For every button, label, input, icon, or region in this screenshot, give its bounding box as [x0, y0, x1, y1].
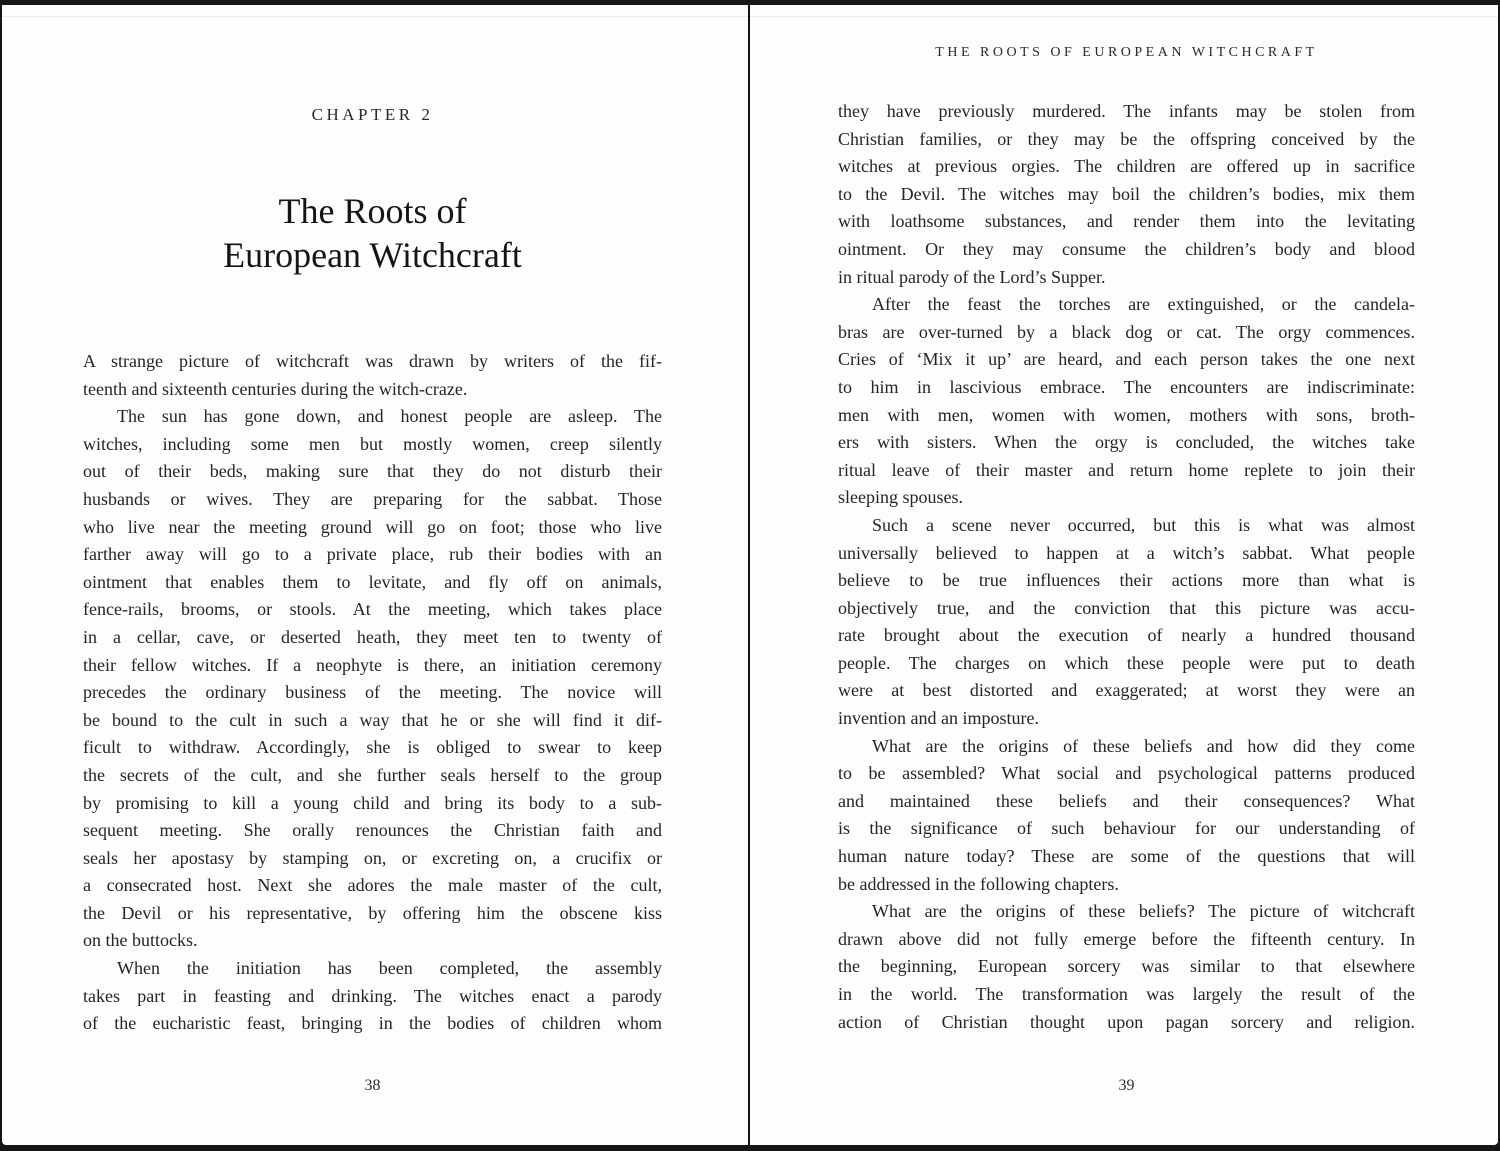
text-line: fence-rails, brooms, or stools. At the meeting, which takes place: [83, 599, 662, 620]
text-line: in a cellar, cave, or deserted heath, they meet ten to twenty of: [83, 626, 662, 647]
text-line: ointment that enables them to levitate, and fly off on animals,: [83, 571, 662, 592]
text-line: in the world. The transformation was largely the result of the: [838, 984, 1415, 1004]
text-line: the Devil or his representative, by offering him the obscene kiss: [83, 902, 662, 923]
text-line: and maintained these beliefs and their consequences? What: [838, 790, 1415, 811]
text-line: objectively true, and the conviction that this picture was accu-: [838, 597, 1415, 618]
text-line: witches, including some men but mostly women, creep silently: [83, 433, 662, 454]
text-line: the secrets of the cult, and she further seals herself to the group: [83, 764, 662, 785]
text-line: were at best distorted and exaggerated; at worst they were an: [838, 680, 1415, 701]
text-line: The sun has gone down, and honest people are asleep. The: [117, 406, 662, 427]
text-line: human nature today? These are some of the questions that will: [838, 846, 1415, 867]
text-line: by promising to kill a young child and bring its body to a sub-: [83, 792, 662, 813]
text-line: farther away will go to a private place, rub their bodies with an: [83, 544, 662, 565]
text-line: ritual leave of their master and return home replete to join their: [838, 459, 1415, 480]
text-line: What are the origins of these beliefs? The picture of witchcraft: [872, 901, 1415, 922]
text-line: precedes the ordinary business of the meeting. The novice will: [83, 682, 662, 703]
text-line: to the Devil. The witches may boil the children’s bodies, mix them: [838, 183, 1415, 204]
text-line: on the buttocks.: [83, 930, 198, 951]
text-line: men with men, women with women, mothers with sons, broth-: [838, 404, 1415, 425]
text-line: ointment. Or they may consume the children’s body and blood: [838, 238, 1415, 259]
text-line: action of Christian thought upon pagan sorcery and religion.: [838, 1011, 1415, 1032]
text-line: they have previously murdered. The infants may be stolen from: [838, 101, 1415, 121]
text-line: believe to be true influences their actions more than what is: [838, 570, 1415, 591]
text-line: bras are over-turned by a black dog or cat. The orgy commences.: [838, 321, 1415, 342]
book-spread: [2, 5, 1498, 1145]
text-line: people. The charges on which these people were put to death: [838, 652, 1415, 673]
text-line: of the eucharistic feast, bringing in the bodies of children whom: [83, 1013, 662, 1034]
text-line: sleeping spouses.: [838, 487, 963, 508]
text-line: When the initiation has been completed, the assembly: [117, 958, 662, 979]
text-line: to be assembled? What social and psychological patterns produced: [838, 763, 1415, 784]
text-line: a consecrated host. Next she adores the male master of the cult,: [83, 875, 662, 896]
text-line: A strange picture of witchcraft was drawn by writers of the fif-: [83, 351, 662, 371]
text-line: What are the origins of these beliefs and how did they come: [872, 735, 1415, 756]
chapter-title-line-1: The Roots of: [278, 191, 467, 231]
text-line: out of their beds, making sure that they do not disturb their: [83, 461, 662, 482]
right-page-body: [838, 98, 1415, 1042]
text-line: be bound to the cult in such a way that he or she will find it dif-: [83, 709, 662, 730]
text-line: Christian families, or they may be the offspring conceived by the: [838, 128, 1415, 149]
right-page-number: 39: [1118, 1077, 1135, 1094]
running-header: THE ROOTS OF EUROPEAN WITCHCRAFT: [935, 45, 1318, 60]
left-page-body: [83, 348, 662, 1044]
text-line: be addressed in the following chapters.: [838, 873, 1119, 894]
text-line: invention and an imposture.: [838, 708, 1039, 729]
text-line: to him in lascivious embrace. The encounters are indiscriminate:: [838, 376, 1415, 397]
text-line: takes part in feasting and drinking. The witches enact a parody: [83, 985, 662, 1006]
text-line: ers with sisters. When the orgy is concluded, the witches take: [838, 432, 1415, 453]
chapter-label: CHAPTER 2: [311, 105, 434, 124]
text-line: seals her apostasy by stamping on, or excreting on, a crucifix or: [83, 847, 662, 868]
text-line: witches at previous orgies. The children are offered up in sacrifice: [838, 156, 1415, 177]
page-right: [750, 5, 1498, 1145]
text-line: the beginning, European sorcery was similar to that elsewhere: [838, 956, 1415, 977]
text-line: drawn above did not fully emerge before the fifteenth century. In: [838, 928, 1415, 949]
text-line: teenth and sixteenth centuries during the witch-craze.: [83, 378, 468, 399]
chapter-title: [83, 189, 662, 277]
text-line: their fellow witches. If a neophyte is there, an initiation ceremony: [83, 654, 662, 675]
page-left: [2, 5, 748, 1145]
text-line: with loathsome substances, and render them into the levitating: [838, 211, 1415, 232]
text-line: After the feast the torches are extinguished, or the candela-: [872, 294, 1415, 315]
text-line: in ritual parody of the Lord’s Supper.: [838, 266, 1106, 287]
text-line: Such a scene never occurred, but this is what was almost: [872, 514, 1415, 535]
text-line: Cries of ‘Mix it up’ are heard, and each person takes the one next: [838, 349, 1415, 370]
text-line: sequent meeting. She orally renounces the Christian faith and: [83, 820, 662, 841]
text-line: ficult to withdraw. Accordingly, she is obliged to swear to keep: [83, 737, 662, 758]
text-line: rate brought about the execution of nearly a hundred thousand: [838, 625, 1415, 646]
text-line: universally believed to happen at a witch’s sabbat. What people: [838, 542, 1415, 563]
chapter-title-line-2: European Witchcraft: [223, 235, 522, 275]
text-line: is the significance of such behaviour for our understanding of: [838, 818, 1415, 839]
left-page-number: 38: [364, 1077, 381, 1094]
text-line: who live near the meeting ground will go on foot; those who live: [83, 516, 662, 537]
text-line: husbands or wives. They are preparing for the sabbat. Those: [83, 488, 662, 509]
